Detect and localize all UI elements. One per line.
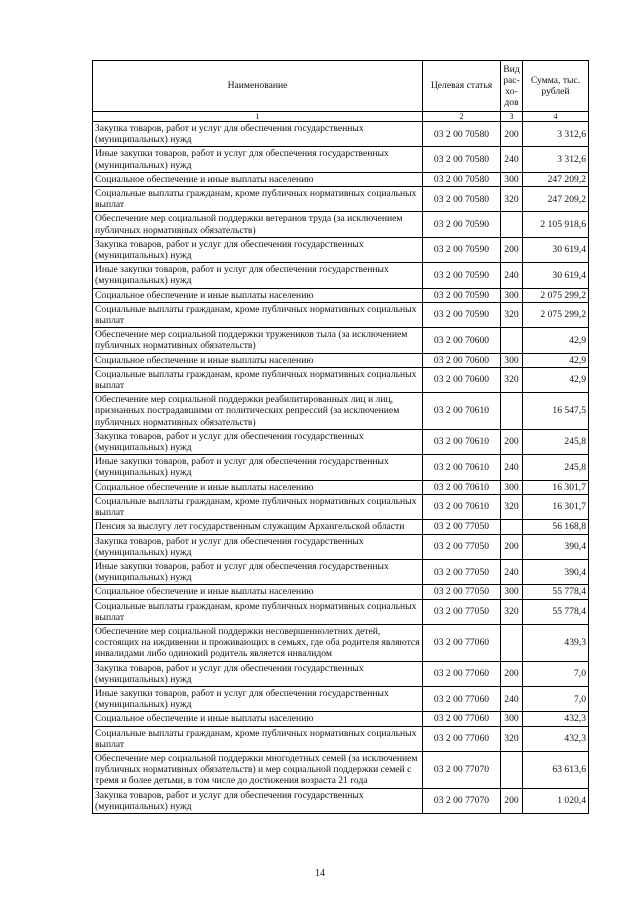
row-code-cell: 03 2 00 70580: [423, 187, 501, 212]
row-code-cell: 03 2 00 77060: [423, 686, 501, 711]
row-sum-cell: 2 075 299,2: [523, 288, 589, 302]
row-vid-cell: 200: [501, 237, 523, 262]
row-sum-cell: 63 613,6: [523, 751, 589, 788]
row-sum-cell: 55 778,4: [523, 599, 589, 624]
row-name-cell: Закупка товаров, работ и услуг для обеспечения государственных (муниципальных) нужд: [93, 122, 423, 147]
row-sum-cell: 2 105 918,6: [523, 212, 589, 237]
header-name: Наименование: [93, 61, 423, 112]
row-code-cell: 03 2 00 77050: [423, 520, 501, 534]
row-code-cell: 03 2 00 77070: [423, 751, 501, 788]
row-name-cell: Социальные выплаты гражданам, кроме публичных нормативных социальных выплат: [93, 302, 423, 327]
table-row: [93, 429, 589, 454]
table-column-numbers-row: [93, 112, 589, 122]
document-page: [92, 60, 588, 814]
row-sum-cell: 42,9: [523, 367, 589, 392]
row-name-cell: Закупка товаров, работ и услуг для обеспечения государственных (муниципальных) нужд: [93, 429, 423, 454]
row-vid-cell: 240: [501, 263, 523, 288]
row-name-cell: Закупка товаров, работ и услуг для обеспечения государственных (муниципальных) нужд: [93, 788, 423, 813]
table-row: [93, 494, 589, 519]
row-name-cell: Обеспечение мер социальной поддержки реабилитированных лиц и лиц, признанных пострадавшими от политических репрессий (за исключением публичных нормативных обязательств): [93, 393, 423, 430]
row-vid-cell: 200: [501, 429, 523, 454]
row-vid-cell: 300: [501, 712, 523, 726]
row-code-cell: 03 2 00 70580: [423, 172, 501, 186]
budget-table: [92, 60, 589, 814]
table-body: [93, 122, 589, 814]
row-name-cell: Социальные выплаты гражданам, кроме публичных нормативных социальных выплат: [93, 367, 423, 392]
table-row: [93, 480, 589, 494]
row-code-cell: 03 2 00 70610: [423, 429, 501, 454]
table-row: [93, 212, 589, 237]
row-sum-cell: 245,8: [523, 429, 589, 454]
row-vid-cell: [501, 393, 523, 430]
table-row: [93, 237, 589, 262]
row-sum-cell: 56 168,8: [523, 520, 589, 534]
row-vid-cell: 320: [501, 726, 523, 751]
table-row: [93, 661, 589, 686]
row-name-cell: Социальные выплаты гражданам, кроме публичных нормативных социальных выплат: [93, 599, 423, 624]
table-row: [93, 263, 589, 288]
row-code-cell: 03 2 00 70590: [423, 302, 501, 327]
row-code-cell: 03 2 00 70590: [423, 263, 501, 288]
row-sum-cell: 2 075 299,2: [523, 302, 589, 327]
row-name-cell: Социальные выплаты гражданам, кроме публичных нормативных социальных выплат: [93, 494, 423, 519]
row-sum-cell: 16 547,5: [523, 393, 589, 430]
row-sum-cell: 439,3: [523, 624, 589, 661]
row-sum-cell: 1 020,4: [523, 788, 589, 813]
table-row: [93, 726, 589, 751]
row-name-cell: Социальное обеспечение и иные выплаты населению: [93, 712, 423, 726]
header-vid: Вид рас-хо-дов: [501, 61, 523, 112]
row-sum-cell: 16 301,7: [523, 494, 589, 519]
row-sum-cell: 55 778,4: [523, 585, 589, 599]
row-vid-cell: 300: [501, 480, 523, 494]
row-sum-cell: 247 209,2: [523, 172, 589, 186]
table-row: [93, 455, 589, 480]
table-row: [93, 367, 589, 392]
row-name-cell: Иные закупки товаров, работ и услуг для обеспечения государственных (муниципальных) нужд: [93, 686, 423, 711]
row-sum-cell: 42,9: [523, 328, 589, 353]
row-vid-cell: 320: [501, 367, 523, 392]
row-sum-cell: 247 209,2: [523, 187, 589, 212]
row-sum-cell: 30 619,4: [523, 263, 589, 288]
row-name-cell: Социальные выплаты гражданам, кроме публичных нормативных социальных выплат: [93, 187, 423, 212]
row-vid-cell: 200: [501, 788, 523, 813]
row-vid-cell: 300: [501, 353, 523, 367]
table-row: [93, 353, 589, 367]
row-vid-cell: 200: [501, 661, 523, 686]
row-sum-cell: 30 619,4: [523, 237, 589, 262]
table-row: [93, 624, 589, 661]
row-code-cell: 03 2 00 70610: [423, 393, 501, 430]
table-row: [93, 751, 589, 788]
row-vid-cell: 200: [501, 122, 523, 147]
row-code-cell: 03 2 00 77050: [423, 599, 501, 624]
row-sum-cell: 432,3: [523, 712, 589, 726]
row-vid-cell: 300: [501, 288, 523, 302]
row-sum-cell: 3 312,6: [523, 147, 589, 172]
table-row: [93, 302, 589, 327]
row-vid-cell: 240: [501, 559, 523, 584]
row-vid-cell: 320: [501, 599, 523, 624]
row-name-cell: Социальное обеспечение и иные выплаты населению: [93, 585, 423, 599]
row-vid-cell: 300: [501, 172, 523, 186]
row-code-cell: 03 2 00 77060: [423, 726, 501, 751]
row-vid-cell: 320: [501, 494, 523, 519]
row-sum-cell: 432,3: [523, 726, 589, 751]
row-name-cell: Закупка товаров, работ и услуг для обеспечения государственных (муниципальных) нужд: [93, 661, 423, 686]
row-vid-cell: [501, 520, 523, 534]
table-row: [93, 520, 589, 534]
row-code-cell: 03 2 00 77060: [423, 624, 501, 661]
row-vid-cell: [501, 328, 523, 353]
row-code-cell: 03 2 00 70590: [423, 288, 501, 302]
row-name-cell: Обеспечение мер социальной поддержки многодетных семей (за исключением публичных нормативных обязательств) и мер социальной поддержки семей с тремя и более детьми, в том числе до достижения возраста 21 года: [93, 751, 423, 788]
row-vid-cell: [501, 624, 523, 661]
row-vid-cell: 240: [501, 686, 523, 711]
row-name-cell: Социальное обеспечение и иные выплаты населению: [93, 172, 423, 186]
row-vid-cell: 320: [501, 187, 523, 212]
row-name-cell: Иные закупки товаров, работ и услуг для обеспечения государственных (муниципальных) нужд: [93, 147, 423, 172]
header-code: Целевая статья: [423, 61, 501, 112]
row-code-cell: 03 2 00 77050: [423, 534, 501, 559]
row-code-cell: 03 2 00 77060: [423, 712, 501, 726]
row-vid-cell: 240: [501, 147, 523, 172]
row-code-cell: 03 2 00 70590: [423, 237, 501, 262]
table-row: [93, 559, 589, 584]
row-code-cell: 03 2 00 77070: [423, 788, 501, 813]
row-code-cell: 03 2 00 77060: [423, 661, 501, 686]
row-vid-cell: 200: [501, 534, 523, 559]
column-number: 1: [93, 112, 423, 122]
table-row: [93, 599, 589, 624]
row-vid-cell: 300: [501, 585, 523, 599]
row-code-cell: 03 2 00 70600: [423, 328, 501, 353]
row-vid-cell: [501, 212, 523, 237]
row-sum-cell: 16 301,7: [523, 480, 589, 494]
row-name-cell: Обеспечение мер социальной поддержки тружеников тыла (за исключением публичных нормативных обязательств): [93, 328, 423, 353]
column-number: 2: [423, 112, 501, 122]
table-row: [93, 288, 589, 302]
table-row: [93, 393, 589, 430]
row-vid-cell: 320: [501, 302, 523, 327]
column-number: 3: [501, 112, 523, 122]
row-name-cell: Обеспечение мер социальной поддержки несовершеннолетних детей, состоящих на иждивении и проживающих в семьях, где оба родителя являются инвалидами либо одинокий родитель является инвалидом: [93, 624, 423, 661]
table-row: [93, 328, 589, 353]
column-number: 4: [523, 112, 589, 122]
row-sum-cell: 7,0: [523, 686, 589, 711]
row-name-cell: Обеспечение мер социальной поддержки ветеранов труда (за исключением публичных нормативных обязательств): [93, 212, 423, 237]
row-code-cell: 03 2 00 77050: [423, 585, 501, 599]
table-row: [93, 187, 589, 212]
row-vid-cell: [501, 751, 523, 788]
row-sum-cell: 3 312,6: [523, 122, 589, 147]
table-row: [93, 534, 589, 559]
row-sum-cell: 390,4: [523, 559, 589, 584]
row-sum-cell: 7,0: [523, 661, 589, 686]
header-sum: Сумма, тыс. рублей: [523, 61, 589, 112]
page-number: 14: [315, 868, 325, 879]
table-row: [93, 585, 589, 599]
row-name-cell: Закупка товаров, работ и услуг для обеспечения государственных (муниципальных) нужд: [93, 237, 423, 262]
row-vid-cell: 240: [501, 455, 523, 480]
row-code-cell: 03 2 00 70610: [423, 494, 501, 519]
row-name-cell: Иные закупки товаров, работ и услуг для обеспечения государственных (муниципальных) нужд: [93, 263, 423, 288]
row-code-cell: 03 2 00 70580: [423, 147, 501, 172]
table-row: [93, 147, 589, 172]
table-row: [93, 788, 589, 813]
row-code-cell: 03 2 00 70610: [423, 480, 501, 494]
row-name-cell: Социальное обеспечение и иные выплаты населению: [93, 353, 423, 367]
row-code-cell: 03 2 00 70590: [423, 212, 501, 237]
table-header-row: [93, 61, 589, 112]
row-name-cell: Социальные выплаты гражданам, кроме публичных нормативных социальных выплат: [93, 726, 423, 751]
row-code-cell: 03 2 00 70580: [423, 122, 501, 147]
row-name-cell: Закупка товаров, работ и услуг для обеспечения государственных (муниципальных) нужд: [93, 534, 423, 559]
row-name-cell: Пенсия за выслугу лет государственным служащим Архангельской области: [93, 520, 423, 534]
row-sum-cell: 390,4: [523, 534, 589, 559]
row-code-cell: 03 2 00 70600: [423, 353, 501, 367]
row-sum-cell: 42,9: [523, 353, 589, 367]
row-code-cell: 03 2 00 70610: [423, 455, 501, 480]
row-name-cell: Социальное обеспечение и иные выплаты населению: [93, 480, 423, 494]
table-row: [93, 686, 589, 711]
row-name-cell: Иные закупки товаров, работ и услуг для обеспечения государственных (муниципальных) нужд: [93, 455, 423, 480]
row-name-cell: Социальное обеспечение и иные выплаты населению: [93, 288, 423, 302]
table-row: [93, 172, 589, 186]
row-name-cell: Иные закупки товаров, работ и услуг для обеспечения государственных (муниципальных) нужд: [93, 559, 423, 584]
row-sum-cell: 245,8: [523, 455, 589, 480]
table-row: [93, 712, 589, 726]
row-code-cell: 03 2 00 77050: [423, 559, 501, 584]
row-code-cell: 03 2 00 70600: [423, 367, 501, 392]
table-row: [93, 122, 589, 147]
